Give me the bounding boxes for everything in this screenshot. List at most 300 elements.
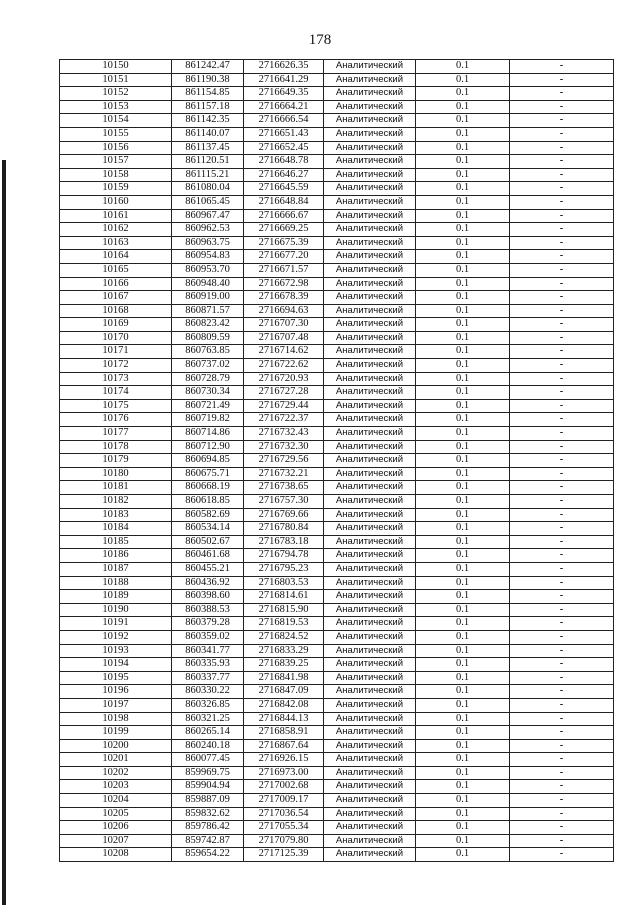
note-cell: - [510, 821, 614, 835]
method-cell: Аналитический [324, 318, 416, 332]
note-cell: - [510, 508, 614, 522]
table-row [60, 331, 614, 345]
x-coordinate-cell: 860321.25 [172, 712, 244, 726]
x-coordinate-cell: 860694.85 [172, 454, 244, 468]
method-cell: Аналитический [324, 195, 416, 209]
method-cell: Аналитический [324, 223, 416, 237]
note-cell: - [510, 807, 614, 821]
y-coordinate-cell: 2716666.54 [244, 114, 324, 128]
method-cell: Аналитический [324, 87, 416, 101]
accuracy-cell: 0.1 [416, 359, 510, 373]
x-coordinate-cell: 860534.14 [172, 522, 244, 536]
y-coordinate-cell: 2716694.63 [244, 304, 324, 318]
method-cell: Аналитический [324, 345, 416, 359]
table-body [60, 60, 614, 862]
table-row [60, 399, 614, 413]
x-coordinate-cell: 860455.21 [172, 562, 244, 576]
accuracy-cell: 0.1 [416, 766, 510, 780]
x-coordinate-cell: 860967.47 [172, 209, 244, 223]
note-cell: - [510, 155, 614, 169]
method-cell: Аналитический [324, 644, 416, 658]
method-cell: Аналитический [324, 671, 416, 685]
accuracy-cell: 0.1 [416, 87, 510, 101]
accuracy-cell: 0.1 [416, 60, 510, 74]
y-coordinate-cell: 2716669.25 [244, 223, 324, 237]
table-row [60, 495, 614, 509]
x-coordinate-cell: 859887.09 [172, 794, 244, 808]
table-row [60, 671, 614, 685]
point-number-cell: 10193 [60, 644, 172, 658]
accuracy-cell: 0.1 [416, 236, 510, 250]
point-number-cell: 10168 [60, 304, 172, 318]
accuracy-cell: 0.1 [416, 440, 510, 454]
x-coordinate-cell: 861065.45 [172, 195, 244, 209]
note-cell: - [510, 658, 614, 672]
table-row [60, 318, 614, 332]
y-coordinate-cell: 2716780.84 [244, 522, 324, 536]
method-cell: Аналитический [324, 467, 416, 481]
note-cell: - [510, 345, 614, 359]
point-number-cell: 10158 [60, 168, 172, 182]
x-coordinate-cell: 860582.69 [172, 508, 244, 522]
point-number-cell: 10194 [60, 658, 172, 672]
note-cell: - [510, 399, 614, 413]
method-cell: Аналитический [324, 331, 416, 345]
page-number: 178 [308, 32, 332, 48]
point-number-cell: 10169 [60, 318, 172, 332]
table-row [60, 685, 614, 699]
method-cell: Аналитический [324, 60, 416, 74]
accuracy-cell: 0.1 [416, 386, 510, 400]
method-cell: Аналитический [324, 386, 416, 400]
note-cell: - [510, 780, 614, 794]
y-coordinate-cell: 2716729.44 [244, 399, 324, 413]
x-coordinate-cell: 860809.59 [172, 331, 244, 345]
x-coordinate-cell: 860240.18 [172, 739, 244, 753]
y-coordinate-cell: 2716648.84 [244, 195, 324, 209]
table-row [60, 372, 614, 386]
point-number-cell: 10173 [60, 372, 172, 386]
note-cell: - [510, 304, 614, 318]
method-cell: Аналитический [324, 780, 416, 794]
y-coordinate-cell: 2716794.78 [244, 549, 324, 563]
table-row [60, 73, 614, 87]
x-coordinate-cell: 860962.53 [172, 223, 244, 237]
table-row [60, 794, 614, 808]
y-coordinate-cell: 2716651.43 [244, 127, 324, 141]
point-number-cell: 10207 [60, 834, 172, 848]
accuracy-cell: 0.1 [416, 794, 510, 808]
x-coordinate-cell: 860871.57 [172, 304, 244, 318]
note-cell: - [510, 848, 614, 862]
method-cell: Аналитический [324, 304, 416, 318]
table-row [60, 440, 614, 454]
accuracy-cell: 0.1 [416, 685, 510, 699]
note-cell: - [510, 168, 614, 182]
accuracy-cell: 0.1 [416, 562, 510, 576]
point-number-cell: 10160 [60, 195, 172, 209]
method-cell: Аналитический [324, 562, 416, 576]
y-coordinate-cell: 2716652.45 [244, 141, 324, 155]
table-row [60, 277, 614, 291]
x-coordinate-cell: 860337.77 [172, 671, 244, 685]
point-number-cell: 10164 [60, 250, 172, 264]
table-row [60, 481, 614, 495]
method-cell: Аналитический [324, 807, 416, 821]
point-number-cell: 10196 [60, 685, 172, 699]
method-cell: Аналитический [324, 359, 416, 373]
method-cell: Аналитический [324, 399, 416, 413]
y-coordinate-cell: 2716815.90 [244, 603, 324, 617]
x-coordinate-cell: 861115.21 [172, 168, 244, 182]
accuracy-cell: 0.1 [416, 753, 510, 767]
x-coordinate-cell: 860326.85 [172, 698, 244, 712]
y-coordinate-cell: 2716769.66 [244, 508, 324, 522]
table-row [60, 291, 614, 305]
point-number-cell: 10182 [60, 495, 172, 509]
x-coordinate-cell: 860728.79 [172, 372, 244, 386]
accuracy-cell: 0.1 [416, 291, 510, 305]
table-row [60, 60, 614, 74]
note-cell: - [510, 291, 614, 305]
x-coordinate-cell: 860330.22 [172, 685, 244, 699]
y-coordinate-cell: 2716732.43 [244, 427, 324, 441]
point-number-cell: 10184 [60, 522, 172, 536]
y-coordinate-cell: 2716867.64 [244, 739, 324, 753]
accuracy-cell: 0.1 [416, 644, 510, 658]
point-number-cell: 10163 [60, 236, 172, 250]
x-coordinate-cell: 860730.34 [172, 386, 244, 400]
point-number-cell: 10156 [60, 141, 172, 155]
point-number-cell: 10152 [60, 87, 172, 101]
table-row [60, 562, 614, 576]
method-cell: Аналитический [324, 236, 416, 250]
table-row [60, 87, 614, 101]
accuracy-cell: 0.1 [416, 739, 510, 753]
table-row [60, 467, 614, 481]
method-cell: Аналитический [324, 549, 416, 563]
note-cell: - [510, 263, 614, 277]
accuracy-cell: 0.1 [416, 671, 510, 685]
point-number-cell: 10175 [60, 399, 172, 413]
y-coordinate-cell: 2716842.08 [244, 698, 324, 712]
y-coordinate-cell: 2716824.52 [244, 630, 324, 644]
accuracy-cell: 0.1 [416, 127, 510, 141]
table-row [60, 236, 614, 250]
note-cell: - [510, 617, 614, 631]
x-coordinate-cell: 860335.93 [172, 658, 244, 672]
x-coordinate-cell: 861080.04 [172, 182, 244, 196]
note-cell: - [510, 331, 614, 345]
method-cell: Аналитический [324, 427, 416, 441]
accuracy-cell: 0.1 [416, 399, 510, 413]
method-cell: Аналитический [324, 766, 416, 780]
method-cell: Аналитический [324, 73, 416, 87]
accuracy-cell: 0.1 [416, 495, 510, 509]
y-coordinate-cell: 2717036.54 [244, 807, 324, 821]
y-coordinate-cell: 2716675.39 [244, 236, 324, 250]
y-coordinate-cell: 2716664.21 [244, 100, 324, 114]
point-number-cell: 10185 [60, 535, 172, 549]
table-row [60, 712, 614, 726]
method-cell: Аналитический [324, 576, 416, 590]
point-number-cell: 10155 [60, 127, 172, 141]
accuracy-cell: 0.1 [416, 263, 510, 277]
accuracy-cell: 0.1 [416, 658, 510, 672]
note-cell: - [510, 73, 614, 87]
table-row [60, 549, 614, 563]
table-row [60, 848, 614, 862]
x-coordinate-cell: 859654.22 [172, 848, 244, 862]
note-cell: - [510, 127, 614, 141]
method-cell: Аналитический [324, 168, 416, 182]
x-coordinate-cell: 860721.49 [172, 399, 244, 413]
point-number-cell: 10176 [60, 413, 172, 427]
method-cell: Аналитический [324, 685, 416, 699]
table-row [60, 100, 614, 114]
accuracy-cell: 0.1 [416, 630, 510, 644]
y-coordinate-cell: 2716645.59 [244, 182, 324, 196]
table-row [60, 168, 614, 182]
method-cell: Аналитический [324, 739, 416, 753]
point-number-cell: 10204 [60, 794, 172, 808]
y-coordinate-cell: 2716757.30 [244, 495, 324, 509]
method-cell: Аналитический [324, 726, 416, 740]
note-cell: - [510, 726, 614, 740]
method-cell: Аналитический [324, 522, 416, 536]
point-number-cell: 10162 [60, 223, 172, 237]
x-coordinate-cell: 860948.40 [172, 277, 244, 291]
y-coordinate-cell: 2716803.53 [244, 576, 324, 590]
table-row [60, 359, 614, 373]
point-number-cell: 10180 [60, 467, 172, 481]
note-cell: - [510, 630, 614, 644]
table-row [60, 250, 614, 264]
note-cell: - [510, 182, 614, 196]
x-coordinate-cell: 860919.00 [172, 291, 244, 305]
y-coordinate-cell: 2716641.29 [244, 73, 324, 87]
accuracy-cell: 0.1 [416, 114, 510, 128]
x-coordinate-cell: 860436.92 [172, 576, 244, 590]
table-row [60, 127, 614, 141]
note-cell: - [510, 522, 614, 536]
y-coordinate-cell: 2716648.78 [244, 155, 324, 169]
point-number-cell: 10203 [60, 780, 172, 794]
table-row [60, 821, 614, 835]
point-number-cell: 10200 [60, 739, 172, 753]
method-cell: Аналитический [324, 127, 416, 141]
y-coordinate-cell: 2716727.28 [244, 386, 324, 400]
note-cell: - [510, 60, 614, 74]
x-coordinate-cell: 859904.94 [172, 780, 244, 794]
point-number-cell: 10205 [60, 807, 172, 821]
accuracy-cell: 0.1 [416, 141, 510, 155]
table-row [60, 345, 614, 359]
note-cell: - [510, 481, 614, 495]
y-coordinate-cell: 2716722.37 [244, 413, 324, 427]
accuracy-cell: 0.1 [416, 807, 510, 821]
table-row [60, 427, 614, 441]
note-cell: - [510, 100, 614, 114]
y-coordinate-cell: 2716714.62 [244, 345, 324, 359]
point-number-cell: 10186 [60, 549, 172, 563]
note-cell: - [510, 685, 614, 699]
table-row [60, 454, 614, 468]
note-cell: - [510, 671, 614, 685]
note-cell: - [510, 318, 614, 332]
y-coordinate-cell: 2717002.68 [244, 780, 324, 794]
y-coordinate-cell: 2716646.27 [244, 168, 324, 182]
method-cell: Аналитический [324, 277, 416, 291]
accuracy-cell: 0.1 [416, 549, 510, 563]
table-row [60, 739, 614, 753]
note-cell: - [510, 834, 614, 848]
note-cell: - [510, 590, 614, 604]
method-cell: Аналитический [324, 481, 416, 495]
accuracy-cell: 0.1 [416, 182, 510, 196]
point-number-cell: 10199 [60, 726, 172, 740]
y-coordinate-cell: 2717009.17 [244, 794, 324, 808]
method-cell: Аналитический [324, 250, 416, 264]
point-number-cell: 10197 [60, 698, 172, 712]
table-row [60, 155, 614, 169]
x-coordinate-cell: 860502.67 [172, 535, 244, 549]
x-coordinate-cell: 860388.53 [172, 603, 244, 617]
accuracy-cell: 0.1 [416, 698, 510, 712]
y-coordinate-cell: 2717055.34 [244, 821, 324, 835]
point-number-cell: 10195 [60, 671, 172, 685]
y-coordinate-cell: 2716678.39 [244, 291, 324, 305]
accuracy-cell: 0.1 [416, 576, 510, 590]
y-coordinate-cell: 2716707.30 [244, 318, 324, 332]
x-coordinate-cell: 859786.42 [172, 821, 244, 835]
x-coordinate-cell: 859832.62 [172, 807, 244, 821]
accuracy-cell: 0.1 [416, 223, 510, 237]
note-cell: - [510, 766, 614, 780]
x-coordinate-cell: 860737.02 [172, 359, 244, 373]
y-coordinate-cell: 2716858.91 [244, 726, 324, 740]
table-row [60, 590, 614, 604]
method-cell: Аналитический [324, 495, 416, 509]
accuracy-cell: 0.1 [416, 821, 510, 835]
coordinates-table [59, 59, 614, 862]
point-number-cell: 10179 [60, 454, 172, 468]
note-cell: - [510, 794, 614, 808]
note-cell: - [510, 236, 614, 250]
method-cell: Аналитический [324, 658, 416, 672]
accuracy-cell: 0.1 [416, 454, 510, 468]
note-cell: - [510, 250, 614, 264]
point-number-cell: 10190 [60, 603, 172, 617]
y-coordinate-cell: 2716732.21 [244, 467, 324, 481]
accuracy-cell: 0.1 [416, 427, 510, 441]
x-coordinate-cell: 861142.35 [172, 114, 244, 128]
note-cell: - [510, 141, 614, 155]
table-row [60, 617, 614, 631]
method-cell: Аналитический [324, 590, 416, 604]
table-row [60, 141, 614, 155]
accuracy-cell: 0.1 [416, 522, 510, 536]
method-cell: Аналитический [324, 114, 416, 128]
table-row [60, 386, 614, 400]
table-row [60, 114, 614, 128]
table-row [60, 508, 614, 522]
x-coordinate-cell: 861137.45 [172, 141, 244, 155]
note-cell: - [510, 440, 614, 454]
y-coordinate-cell: 2716649.35 [244, 87, 324, 101]
point-number-cell: 10171 [60, 345, 172, 359]
accuracy-cell: 0.1 [416, 726, 510, 740]
note-cell: - [510, 698, 614, 712]
accuracy-cell: 0.1 [416, 168, 510, 182]
table-row [60, 522, 614, 536]
y-coordinate-cell: 2716626.35 [244, 60, 324, 74]
method-cell: Аналитический [324, 712, 416, 726]
point-number-cell: 10170 [60, 331, 172, 345]
point-number-cell: 10191 [60, 617, 172, 631]
method-cell: Аналитический [324, 617, 416, 631]
y-coordinate-cell: 2716839.25 [244, 658, 324, 672]
note-cell: - [510, 209, 614, 223]
y-coordinate-cell: 2716844.13 [244, 712, 324, 726]
note-cell: - [510, 195, 614, 209]
y-coordinate-cell: 2716819.53 [244, 617, 324, 631]
note-cell: - [510, 413, 614, 427]
point-number-cell: 10177 [60, 427, 172, 441]
method-cell: Аналитический [324, 603, 416, 617]
x-coordinate-cell: 860461.68 [172, 549, 244, 563]
method-cell: Аналитический [324, 454, 416, 468]
x-coordinate-cell: 860265.14 [172, 726, 244, 740]
x-coordinate-cell: 860379.28 [172, 617, 244, 631]
note-cell: - [510, 739, 614, 753]
table-row [60, 263, 614, 277]
y-coordinate-cell: 2717079.80 [244, 834, 324, 848]
x-coordinate-cell: 860618.85 [172, 495, 244, 509]
table-row [60, 603, 614, 617]
y-coordinate-cell: 2716926.15 [244, 753, 324, 767]
table-row [60, 644, 614, 658]
point-number-cell: 10151 [60, 73, 172, 87]
table-row [60, 658, 614, 672]
note-cell: - [510, 223, 614, 237]
x-coordinate-cell: 860823.42 [172, 318, 244, 332]
y-coordinate-cell: 2716666.67 [244, 209, 324, 223]
point-number-cell: 10154 [60, 114, 172, 128]
point-number-cell: 10150 [60, 60, 172, 74]
method-cell: Аналитический [324, 440, 416, 454]
accuracy-cell: 0.1 [416, 250, 510, 264]
x-coordinate-cell: 860763.85 [172, 345, 244, 359]
accuracy-cell: 0.1 [416, 331, 510, 345]
x-coordinate-cell: 860398.60 [172, 590, 244, 604]
y-coordinate-cell: 2716795.23 [244, 562, 324, 576]
x-coordinate-cell: 861242.47 [172, 60, 244, 74]
y-coordinate-cell: 2716847.09 [244, 685, 324, 699]
point-number-cell: 10157 [60, 155, 172, 169]
table-row [60, 535, 614, 549]
y-coordinate-cell: 2716833.29 [244, 644, 324, 658]
y-coordinate-cell: 2716814.61 [244, 590, 324, 604]
x-coordinate-cell: 860675.71 [172, 467, 244, 481]
method-cell: Аналитический [324, 630, 416, 644]
note-cell: - [510, 603, 614, 617]
note-cell: - [510, 87, 614, 101]
point-number-cell: 10201 [60, 753, 172, 767]
accuracy-cell: 0.1 [416, 277, 510, 291]
accuracy-cell: 0.1 [416, 535, 510, 549]
x-coordinate-cell: 860714.86 [172, 427, 244, 441]
